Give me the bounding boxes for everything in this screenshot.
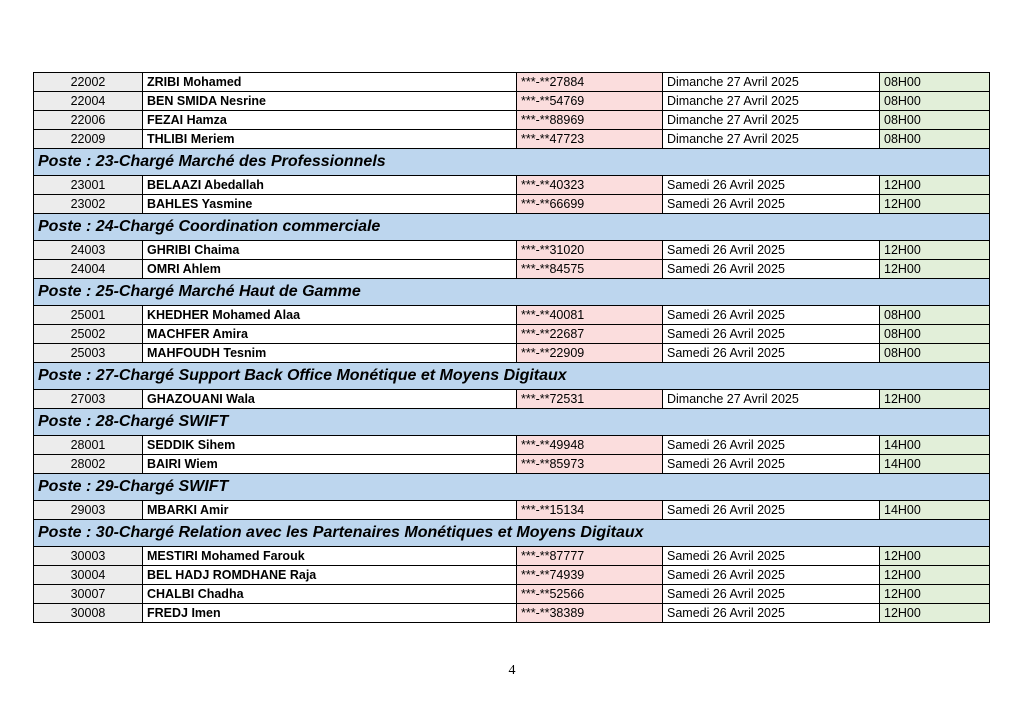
section-title: Poste : 28-Chargé SWIFT bbox=[34, 409, 990, 436]
candidate-code-cell: 22006 bbox=[34, 111, 143, 130]
candidate-name-cell: BEL HADJ ROMDHANE Raja bbox=[143, 566, 517, 585]
candidate-name-cell: KHEDHER Mohamed Alaa bbox=[143, 306, 517, 325]
section-title: Poste : 29-Chargé SWIFT bbox=[34, 474, 990, 501]
masked-id-cell: ***-**54769 bbox=[517, 92, 663, 111]
exam-hour-cell: 12H00 bbox=[880, 390, 990, 409]
exam-hour-cell: 08H00 bbox=[880, 73, 990, 92]
section-header-row bbox=[34, 363, 990, 390]
table-row bbox=[34, 390, 990, 409]
candidate-code-cell: 30007 bbox=[34, 585, 143, 604]
table-row bbox=[34, 547, 990, 566]
section-header-row bbox=[34, 149, 990, 176]
section-header-row bbox=[34, 279, 990, 306]
table-row bbox=[34, 73, 990, 92]
table-row bbox=[34, 585, 990, 604]
masked-id-cell: ***-**47723 bbox=[517, 130, 663, 149]
exam-hour-cell: 12H00 bbox=[880, 547, 990, 566]
exam-hour-cell: 12H00 bbox=[880, 176, 990, 195]
exam-date-cell: Samedi 26 Avril 2025 bbox=[663, 306, 880, 325]
exam-hour-cell: 12H00 bbox=[880, 195, 990, 214]
candidate-name-cell: BAHLES Yasmine bbox=[143, 195, 517, 214]
masked-id-cell: ***-**22909 bbox=[517, 344, 663, 363]
masked-id-cell: ***-**22687 bbox=[517, 325, 663, 344]
masked-id-cell: ***-**40323 bbox=[517, 176, 663, 195]
candidate-code-cell: 22009 bbox=[34, 130, 143, 149]
table-row bbox=[34, 566, 990, 585]
exam-hour-cell: 12H00 bbox=[880, 604, 990, 623]
table-row bbox=[34, 325, 990, 344]
candidate-code-cell: 25001 bbox=[34, 306, 143, 325]
candidate-code-cell: 23001 bbox=[34, 176, 143, 195]
table-row bbox=[34, 260, 990, 279]
candidate-name-cell: MBARKI Amir bbox=[143, 501, 517, 520]
candidate-name-cell: GHRIBI Chaima bbox=[143, 241, 517, 260]
exam-date-cell: Samedi 26 Avril 2025 bbox=[663, 241, 880, 260]
table-row bbox=[34, 92, 990, 111]
masked-id-cell: ***-**38389 bbox=[517, 604, 663, 623]
candidate-code-cell: 23002 bbox=[34, 195, 143, 214]
table-row bbox=[34, 241, 990, 260]
table-row bbox=[34, 306, 990, 325]
exam-hour-cell: 12H00 bbox=[880, 260, 990, 279]
table-row bbox=[34, 501, 990, 520]
table-row bbox=[34, 436, 990, 455]
exam-date-cell: Samedi 26 Avril 2025 bbox=[663, 585, 880, 604]
candidate-code-cell: 25003 bbox=[34, 344, 143, 363]
masked-id-cell: ***-**66699 bbox=[517, 195, 663, 214]
exam-hour-cell: 12H00 bbox=[880, 241, 990, 260]
section-header-row bbox=[34, 520, 990, 547]
exam-date-cell: Samedi 26 Avril 2025 bbox=[663, 195, 880, 214]
exam-date-cell: Samedi 26 Avril 2025 bbox=[663, 566, 880, 585]
table-row bbox=[34, 176, 990, 195]
candidate-code-cell: 22004 bbox=[34, 92, 143, 111]
section-title: Poste : 30-Chargé Relation avec les Partenaires Monétiques et Moyens Digitaux bbox=[34, 520, 990, 547]
masked-id-cell: ***-**52566 bbox=[517, 585, 663, 604]
exam-date-cell: Samedi 26 Avril 2025 bbox=[663, 325, 880, 344]
candidate-code-cell: 25002 bbox=[34, 325, 143, 344]
exam-hour-cell: 08H00 bbox=[880, 325, 990, 344]
exam-date-cell: Samedi 26 Avril 2025 bbox=[663, 455, 880, 474]
candidate-name-cell: CHALBI Chadha bbox=[143, 585, 517, 604]
candidate-name-cell: MESTIRI Mohamed Farouk bbox=[143, 547, 517, 566]
section-title: Poste : 24-Chargé Coordination commerciale bbox=[34, 214, 990, 241]
exam-hour-cell: 08H00 bbox=[880, 306, 990, 325]
candidate-code-cell: 28002 bbox=[34, 455, 143, 474]
masked-id-cell: ***-**74939 bbox=[517, 566, 663, 585]
section-header-row bbox=[34, 474, 990, 501]
table-row bbox=[34, 604, 990, 623]
exam-date-cell: Dimanche 27 Avril 2025 bbox=[663, 92, 880, 111]
table-row bbox=[34, 130, 990, 149]
exam-date-cell: Dimanche 27 Avril 2025 bbox=[663, 130, 880, 149]
exam-hour-cell: 14H00 bbox=[880, 455, 990, 474]
table-row bbox=[34, 344, 990, 363]
exam-date-cell: Dimanche 27 Avril 2025 bbox=[663, 111, 880, 130]
page-number: 4 bbox=[508, 663, 516, 678]
masked-id-cell: ***-**40081 bbox=[517, 306, 663, 325]
masked-id-cell: ***-**15134 bbox=[517, 501, 663, 520]
candidate-code-cell: 24003 bbox=[34, 241, 143, 260]
table-row bbox=[34, 195, 990, 214]
candidate-name-cell: OMRI Ahlem bbox=[143, 260, 517, 279]
exam-date-cell: Samedi 26 Avril 2025 bbox=[663, 260, 880, 279]
masked-id-cell: ***-**88969 bbox=[517, 111, 663, 130]
exam-date-cell: Dimanche 27 Avril 2025 bbox=[663, 73, 880, 92]
section-title: Poste : 23-Chargé Marché des Professionnels bbox=[34, 149, 990, 176]
candidate-name-cell: THLIBI Meriem bbox=[143, 130, 517, 149]
masked-id-cell: ***-**87777 bbox=[517, 547, 663, 566]
exam-hour-cell: 14H00 bbox=[880, 436, 990, 455]
candidates-table-body bbox=[34, 73, 990, 623]
candidate-code-cell: 24004 bbox=[34, 260, 143, 279]
exam-date-cell: Samedi 26 Avril 2025 bbox=[663, 604, 880, 623]
exam-hour-cell: 12H00 bbox=[880, 585, 990, 604]
candidate-name-cell: GHAZOUANI Wala bbox=[143, 390, 517, 409]
candidate-name-cell: MAHFOUDH Tesnim bbox=[143, 344, 517, 363]
masked-id-cell: ***-**84575 bbox=[517, 260, 663, 279]
exam-hour-cell: 08H00 bbox=[880, 92, 990, 111]
table-row bbox=[34, 111, 990, 130]
candidate-code-cell: 27003 bbox=[34, 390, 143, 409]
candidate-name-cell: FREDJ Imen bbox=[143, 604, 517, 623]
exam-hour-cell: 14H00 bbox=[880, 501, 990, 520]
exam-date-cell: Samedi 26 Avril 2025 bbox=[663, 436, 880, 455]
candidate-code-cell: 28001 bbox=[34, 436, 143, 455]
section-header-row bbox=[34, 214, 990, 241]
candidate-name-cell: BELAAZI Abedallah bbox=[143, 176, 517, 195]
candidate-name-cell: MACHFER Amira bbox=[143, 325, 517, 344]
candidate-name-cell: FEZAI Hamza bbox=[143, 111, 517, 130]
table-row bbox=[34, 455, 990, 474]
section-header-row bbox=[34, 409, 990, 436]
candidate-name-cell: ZRIBI Mohamed bbox=[143, 73, 517, 92]
masked-id-cell: ***-**31020 bbox=[517, 241, 663, 260]
exam-hour-cell: 08H00 bbox=[880, 111, 990, 130]
candidate-code-cell: 22002 bbox=[34, 73, 143, 92]
exam-hour-cell: 12H00 bbox=[880, 566, 990, 585]
exam-date-cell: Samedi 26 Avril 2025 bbox=[663, 547, 880, 566]
exam-hour-cell: 08H00 bbox=[880, 130, 990, 149]
section-title: Poste : 25-Chargé Marché Haut de Gamme bbox=[34, 279, 990, 306]
masked-id-cell: ***-**85973 bbox=[517, 455, 663, 474]
candidate-code-cell: 30008 bbox=[34, 604, 143, 623]
candidate-code-cell: 30004 bbox=[34, 566, 143, 585]
candidate-code-cell: 29003 bbox=[34, 501, 143, 520]
exam-hour-cell: 08H00 bbox=[880, 344, 990, 363]
masked-id-cell: ***-**49948 bbox=[517, 436, 663, 455]
masked-id-cell: ***-**27884 bbox=[517, 73, 663, 92]
exam-date-cell: Samedi 26 Avril 2025 bbox=[663, 176, 880, 195]
exam-date-cell: Samedi 26 Avril 2025 bbox=[663, 344, 880, 363]
exam-date-cell: Dimanche 27 Avril 2025 bbox=[663, 390, 880, 409]
candidate-name-cell: BEN SMIDA Nesrine bbox=[143, 92, 517, 111]
candidate-code-cell: 30003 bbox=[34, 547, 143, 566]
exam-date-cell: Samedi 26 Avril 2025 bbox=[663, 501, 880, 520]
masked-id-cell: ***-**72531 bbox=[517, 390, 663, 409]
candidate-name-cell: SEDDIK Sihem bbox=[143, 436, 517, 455]
candidate-name-cell: BAIRI Wiem bbox=[143, 455, 517, 474]
candidates-table bbox=[33, 72, 990, 623]
section-title: Poste : 27-Chargé Support Back Office Monétique et Moyens Digitaux bbox=[34, 363, 990, 390]
